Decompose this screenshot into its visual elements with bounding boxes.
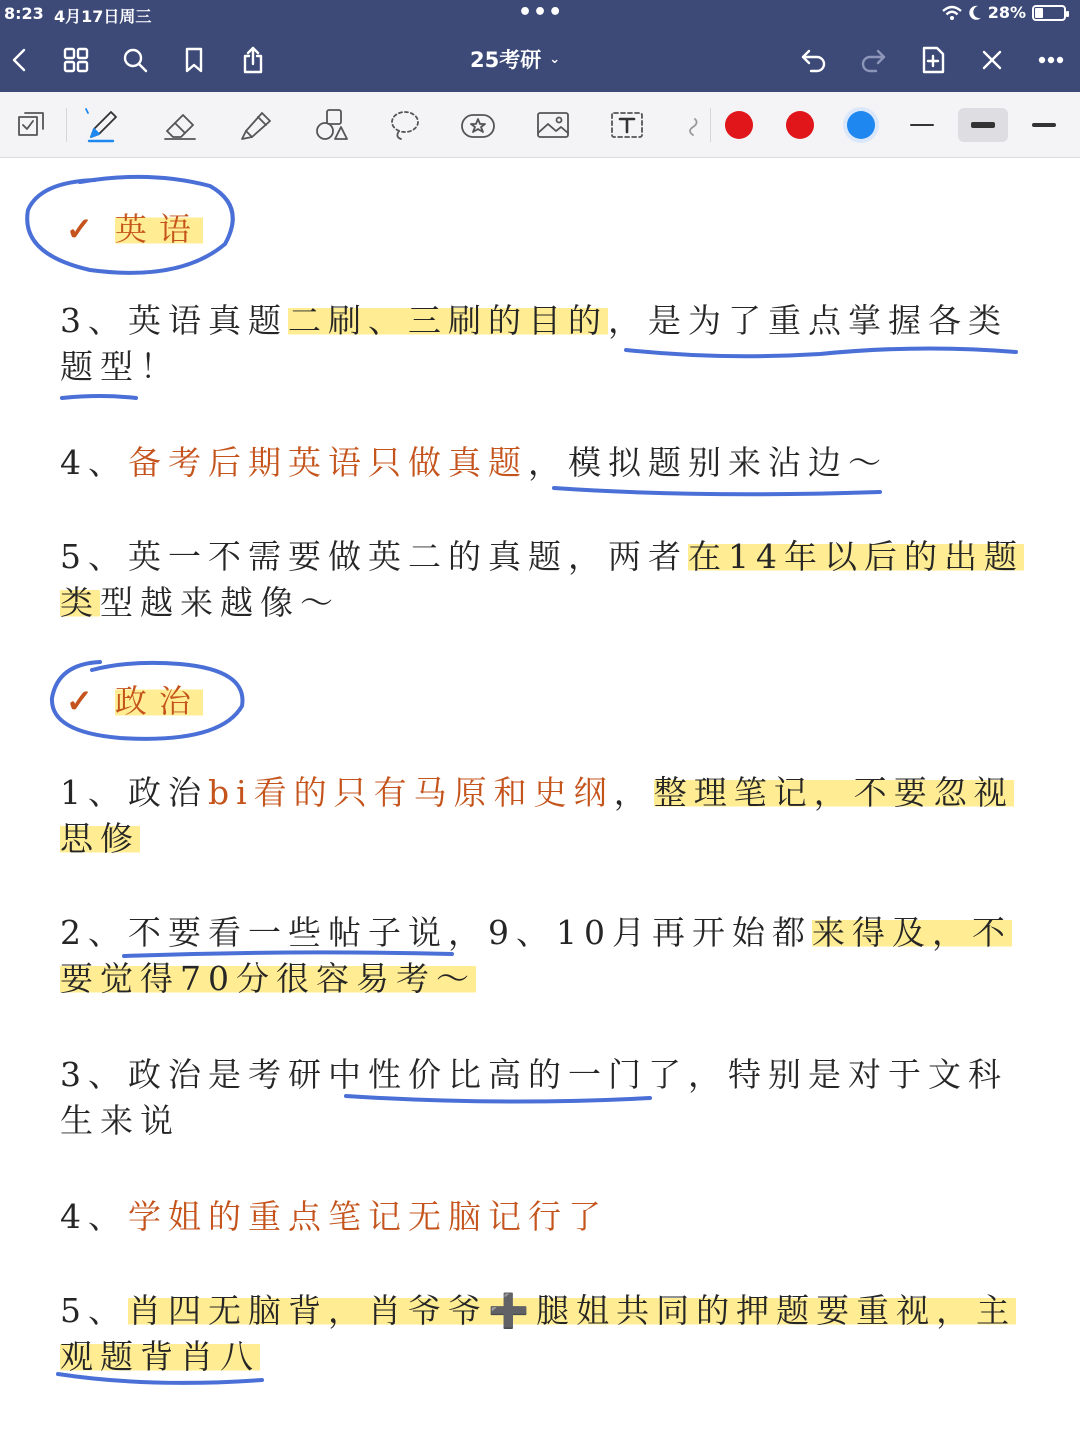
back-icon <box>5 45 35 75</box>
note-text: ， <box>608 301 648 340</box>
note-english-item-4 <box>60 440 1035 486</box>
underline-english-4 <box>554 488 880 494</box>
battery-percent: 28% <box>987 3 1026 22</box>
note-english-item-3 <box>60 298 1035 390</box>
top-bar <box>0 0 1080 92</box>
item-number: 3、 <box>60 1055 128 1094</box>
toolbar-divider <box>66 108 67 142</box>
highlighter-tool[interactable] <box>233 102 279 148</box>
laser-icon <box>675 105 715 145</box>
section-heading-politics <box>66 676 203 722</box>
color-swatch-red-2[interactable] <box>786 111 814 139</box>
sticker-icon <box>458 105 498 145</box>
add-page-button[interactable] <box>913 40 953 80</box>
redo-button[interactable] <box>853 40 893 80</box>
undo-button[interactable] <box>794 40 834 80</box>
highlighted-text: 肖四无脑背，肖爷爷➕腿姐共同的押题要重视，主观题背肖八 <box>60 1291 1017 1376</box>
note-text: 政治 <box>128 773 208 812</box>
status-time: 8:23 <box>4 4 44 23</box>
more-button[interactable] <box>1031 40 1071 80</box>
orange-text: 学姐的重点笔记无脑记行了 <box>128 1197 608 1236</box>
note-politics-item-3 <box>60 1052 1035 1144</box>
document-title-menu[interactable] <box>470 44 560 74</box>
underlined-text: 模拟题别来沾边～ <box>568 443 888 482</box>
note-text: ， <box>528 443 568 482</box>
sticker-tool[interactable] <box>455 102 501 148</box>
note-text: 英一不需要做英二的真题，两者 <box>128 537 688 576</box>
drawing-toolbar <box>0 92 1080 158</box>
undo-icon <box>799 45 829 75</box>
color-swatch-blue-selected[interactable] <box>847 111 875 139</box>
item-number: 4、 <box>60 1197 128 1236</box>
highlighted-text: 二刷、三刷的目的 <box>288 301 608 340</box>
document-title: 25考研 <box>470 48 542 72</box>
highlighted-text: 在14年以后的出题类 <box>60 537 1024 622</box>
item-number: 3、 <box>60 301 128 340</box>
highlighted-text: 整理笔记，不要忽视思修 <box>60 773 1014 858</box>
image-icon <box>533 105 573 145</box>
note-text: 不要看一些帖子说，9、10月再开始都 <box>128 913 812 952</box>
color-swatch-red-1[interactable] <box>725 111 753 139</box>
item-number: 5、 <box>60 1291 128 1330</box>
close-tools-button[interactable] <box>972 40 1012 80</box>
image-tool[interactable] <box>530 102 576 148</box>
note-politics-item-4 <box>60 1194 1035 1240</box>
grid-icon <box>61 45 91 75</box>
toolbar-divider <box>710 108 711 142</box>
note-politics-item-2 <box>60 910 1035 1002</box>
add-page-icon <box>918 45 948 75</box>
share-icon <box>238 45 268 75</box>
note-text: ， <box>613 773 654 812</box>
item-number: 4、 <box>60 443 128 482</box>
grid-button[interactable] <box>56 40 96 80</box>
laser-tool[interactable] <box>672 102 718 148</box>
note-text: 型越来越像～ <box>100 583 340 622</box>
redo-icon <box>858 45 888 75</box>
moon-icon <box>968 5 982 21</box>
note-english-item-5 <box>60 534 1035 626</box>
battery-icon <box>1032 5 1066 21</box>
more-icon <box>1036 45 1066 75</box>
underline-english-3-line2 <box>62 396 136 398</box>
item-number: 1、 <box>60 773 128 812</box>
section-heading-english <box>66 204 203 250</box>
note-politics-item-5 <box>60 1288 1035 1380</box>
note-page[interactable] <box>0 158 1080 1443</box>
share-button[interactable] <box>233 40 273 80</box>
shapes-tool[interactable] <box>308 102 354 148</box>
read-mode-icon <box>11 105 51 145</box>
status-date: 4月17日周三 <box>54 7 152 26</box>
bookmark-button[interactable] <box>174 40 214 80</box>
read-mode-button[interactable] <box>8 102 54 148</box>
status-right <box>942 3 1066 22</box>
note-text: 政治是考研中性价比高的一门了，特别是对于文科生来说 <box>60 1055 1008 1140</box>
text-tool[interactable] <box>604 102 650 148</box>
stroke-width-thick[interactable] <box>1019 108 1069 142</box>
shapes-icon <box>311 105 351 145</box>
orange-text: 备考后期英语只做真题 <box>128 443 528 482</box>
heading-text: 政治 <box>114 682 203 720</box>
pen-tool[interactable] <box>80 102 126 148</box>
search-icon <box>120 45 150 75</box>
heading-text: 英语 <box>114 210 203 248</box>
orange-text: bi看的只有马原和史纲 <box>208 773 614 812</box>
highlighted-text: 来得及，不要觉得70分很容易考～ <box>60 913 1012 998</box>
text-icon <box>607 105 647 145</box>
underlined-text: 是为了重点掌握各类题型！ <box>60 301 1008 386</box>
chevron-down-icon: ⌄ <box>549 51 561 67</box>
stroke-width-thin[interactable] <box>897 108 947 142</box>
check-icon: ✓ <box>66 682 105 720</box>
stroke-width-medium-selected[interactable] <box>958 108 1008 142</box>
pen-icon <box>83 105 123 145</box>
status-bar <box>0 0 1080 28</box>
multitask-dots-icon[interactable]: ••• <box>518 0 564 25</box>
item-number: 5、 <box>60 537 128 576</box>
close-icon <box>977 45 1007 75</box>
bookmark-icon <box>179 45 209 75</box>
eraser-icon <box>161 105 201 145</box>
eraser-tool[interactable] <box>158 102 204 148</box>
lasso-icon <box>385 105 425 145</box>
check-icon: ✓ <box>66 210 105 248</box>
item-number: 2、 <box>60 913 128 952</box>
lasso-tool[interactable] <box>382 102 428 148</box>
search-button[interactable] <box>115 40 155 80</box>
back-button[interactable] <box>0 40 40 80</box>
highlighter-icon <box>236 105 276 145</box>
wifi-icon <box>942 5 962 21</box>
note-politics-item-1 <box>60 770 1035 862</box>
note-text: 英语真题 <box>128 301 288 340</box>
